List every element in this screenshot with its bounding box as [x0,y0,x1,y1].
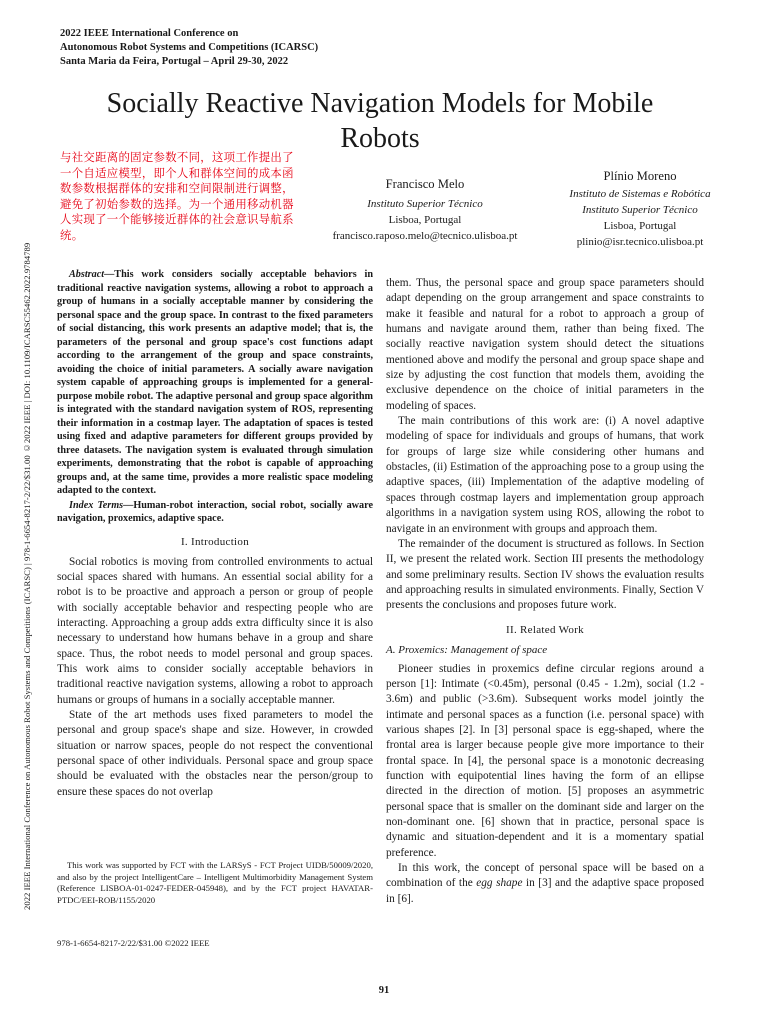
abstract [57,268,373,498]
author-email: francisco.raposo.melo@tecnico.ulisboa.pt [332,230,518,242]
text-run: in [3] and the adaptive space proposed in [6]. [386,877,704,905]
text-run: In this work, the concept of personal space will be based on a combination of the [386,862,704,890]
author-name: Francisco Melo [385,177,465,191]
paragraph: Social robotics is moving from controlled environments to actual social spaces shared with humans. An essential social ability for a robot is to be proactive and approach a person or group of people with socially acceptable behavior and respecting people who are interacting. Approaching a group adds extra difficulty since it is also necessary to understand how humans behave in a group and share space. Thus, the robot needs to model personal and group spaces. This work aims to consider socially acceptable behaviors in traditional reactive navigation systems, allowing a robot to approach humans or groups of humans in a socially acceptable manner. [57,555,373,706]
author-location: Lisboa, Portugal [388,214,462,226]
conference-header [60,27,318,69]
author-block [310,176,540,244]
author-location: Lisboa, Portugal [603,220,677,232]
author-affiliation: Instituto Superior Técnico [582,204,698,216]
author-email: plinio@isr.tecnico.ulisboa.pt [576,236,704,248]
index-terms [57,499,373,526]
index-terms-label: Index Terms [69,499,124,511]
right-column [386,276,704,907]
conference-line: Autonomous Robot Systems and Competitions (ICARSC) [60,42,319,53]
paragraph: Pioneer studies in proxemics define circular regions around a person [1]: Intimate (<0.45m), personal (0.45 - 1.2m), social (1.2 - 3.6m) and public (>3.6m). Subsequent works model jointly the intimate and personal spaces as a function (i.e. personal space) with various shapes [2]. In [3] personal space is egg-shaped, where the frontal area is larger because people give more importance to their frontal space. In [4], the personal space is a monotonic decreasing function with equipotential lines having the form of an ellipse directed in the direction of motion. [5] proposes an asymmetric personal space that is smaller on the dominant side and larger on the non-dominant one. [6] shown that in practice, personal space is dynamic and situation-dependent and it is a momentary spatial preference. [386,662,704,859]
footnote-text: This work was supported by FCT with the LARSyS - FCT Project UIDB/50009/2020, and also by the project IntelligentCare – Intelligent Multimorbidity Management System (Reference LISBOA-01-0247-FEDER-045948), and by the FCT project HAVATAR-PTDC/EEI-ROB/1155/2020 [57,860,373,905]
index-terms-text: —Human-robot interaction, social robot, socially aware navigation, proxemics, adaptive space. [57,499,373,524]
conference-line: 2022 IEEE International Conference on [60,28,239,39]
footnote [57,860,373,906]
left-column [57,268,373,800]
doi-sidebar: 2022 IEEE International Conference on Autonomous Robot Systems and Competitions (ICARSC) | 978-1-6654-8217-2/22/$31.00 ©2022 IEEE | DOI: 10.1109/ICARSC55462.2022.9784789 [22,242,32,910]
section-heading: II. Related Work [506,623,584,636]
paragraph [386,861,704,907]
subsection-heading: A. Proxemics: Management of space [386,643,548,656]
copyright-line: 978-1-6654-8217-2/22/$31.00 ©2022 IEEE [57,938,210,948]
paragraph: State of the art methods uses fixed parameters to model the personal and group space's shape and size. However, in crowded situation or narrow spaces, people do not respect the conventional personal space of other individuals. Personal space and group space should be evaluated with the obstacles near the person/group to ensure these spaces do not overlap [57,708,373,798]
chinese-annotation: 与社交距离的固定参数不同，这项工作提出了一个自适应模型，即个人和群体空间的成本函数参数根据群体的安排和空间限制进行调整，避免了初始参数的选择。为一个通用移动机器人实现了一个能够接近群体的社会意识导航系统。 [60,150,294,242]
paragraph: them. Thus, the personal space and group space parameters should adapt depending on the group arrangement and space constraints to make it feasible and natural for a robot to approach a group of humans and navigate around them, rather than being fixed. The socially reactive navigation system should detect the situations mentioned above and modify the personal and group space shape and size by adjusting the cost function that models them, avoiding the exclusive dependence on the choice of initial parameters in the modeling of spaces. [386,277,704,412]
author-block [548,168,732,250]
page-number: 91 [378,985,390,996]
abstract-text: —This work considers socially acceptable behaviors in traditional reactive navigation systems, allowing a robot to approach a group of humans in a socially acceptable manner by considering the personal space and the group space. In contrast to the fixed parameters of social distancing, this work presents an adaptive model; that is, the parameters of the personal and group space's cost functions adapt according to the arrangement of the group and space constraints, avoiding the choice of initial parameters. A socially aware navigation system capable of approaching groups is implemented for a general-purpose mobile robot. The adaptive personal and group space algorithm is integrated with the standard navigation system of ROS, representing their information in a costmap layer. The adaptation of spaces is tested using fixed and adaptive parameters for different groups provided by three datasets. The navigation system is evaluated through simulation experiments, demonstrating that the robot is capable of approaching groups and, at the same time, provides a more realistic space modeling adapted to the context. [57,269,373,496]
section-heading: I. Introduction [180,535,250,548]
author-affiliation: Instituto Superior Técnico [367,198,483,210]
conference-line: Santa Maria da Feira, Portugal – April 29-30, 2022 [60,56,289,67]
abstract-label: Abstract [69,269,105,280]
paragraph: The main contributions of this work are: (i) A novel adaptive modeling of space for individuals and groups of humans, that work for groups of large size while considering other humans and obstacles, (ii) Estimation of the approaching pose to a group using the adaptive spaces, (iii) Implementation of the adaptive modeling of spaces through costmap layers and implementation group approach algorithms in a navigation system using ROS, allowing the robot to navigate in an environment with groups and approach them. [386,415,704,535]
paper-title: Socially Reactive Navigation Models for Mobile Robots [106,88,654,154]
author-name: Plínio Moreno [603,169,677,183]
emphasis-text: egg shape [476,877,523,890]
author-affiliation: Instituto de Sistemas e Robótica [569,188,711,200]
paragraph: The remainder of the document is structured as follows. In Section II, we present the related work. Section III presents the methodology and some preliminary results. Section IV shows the evaluation results and approaching results in simulated environments. Finally, Section V presents the conclusions and proposes future work. [386,537,704,612]
